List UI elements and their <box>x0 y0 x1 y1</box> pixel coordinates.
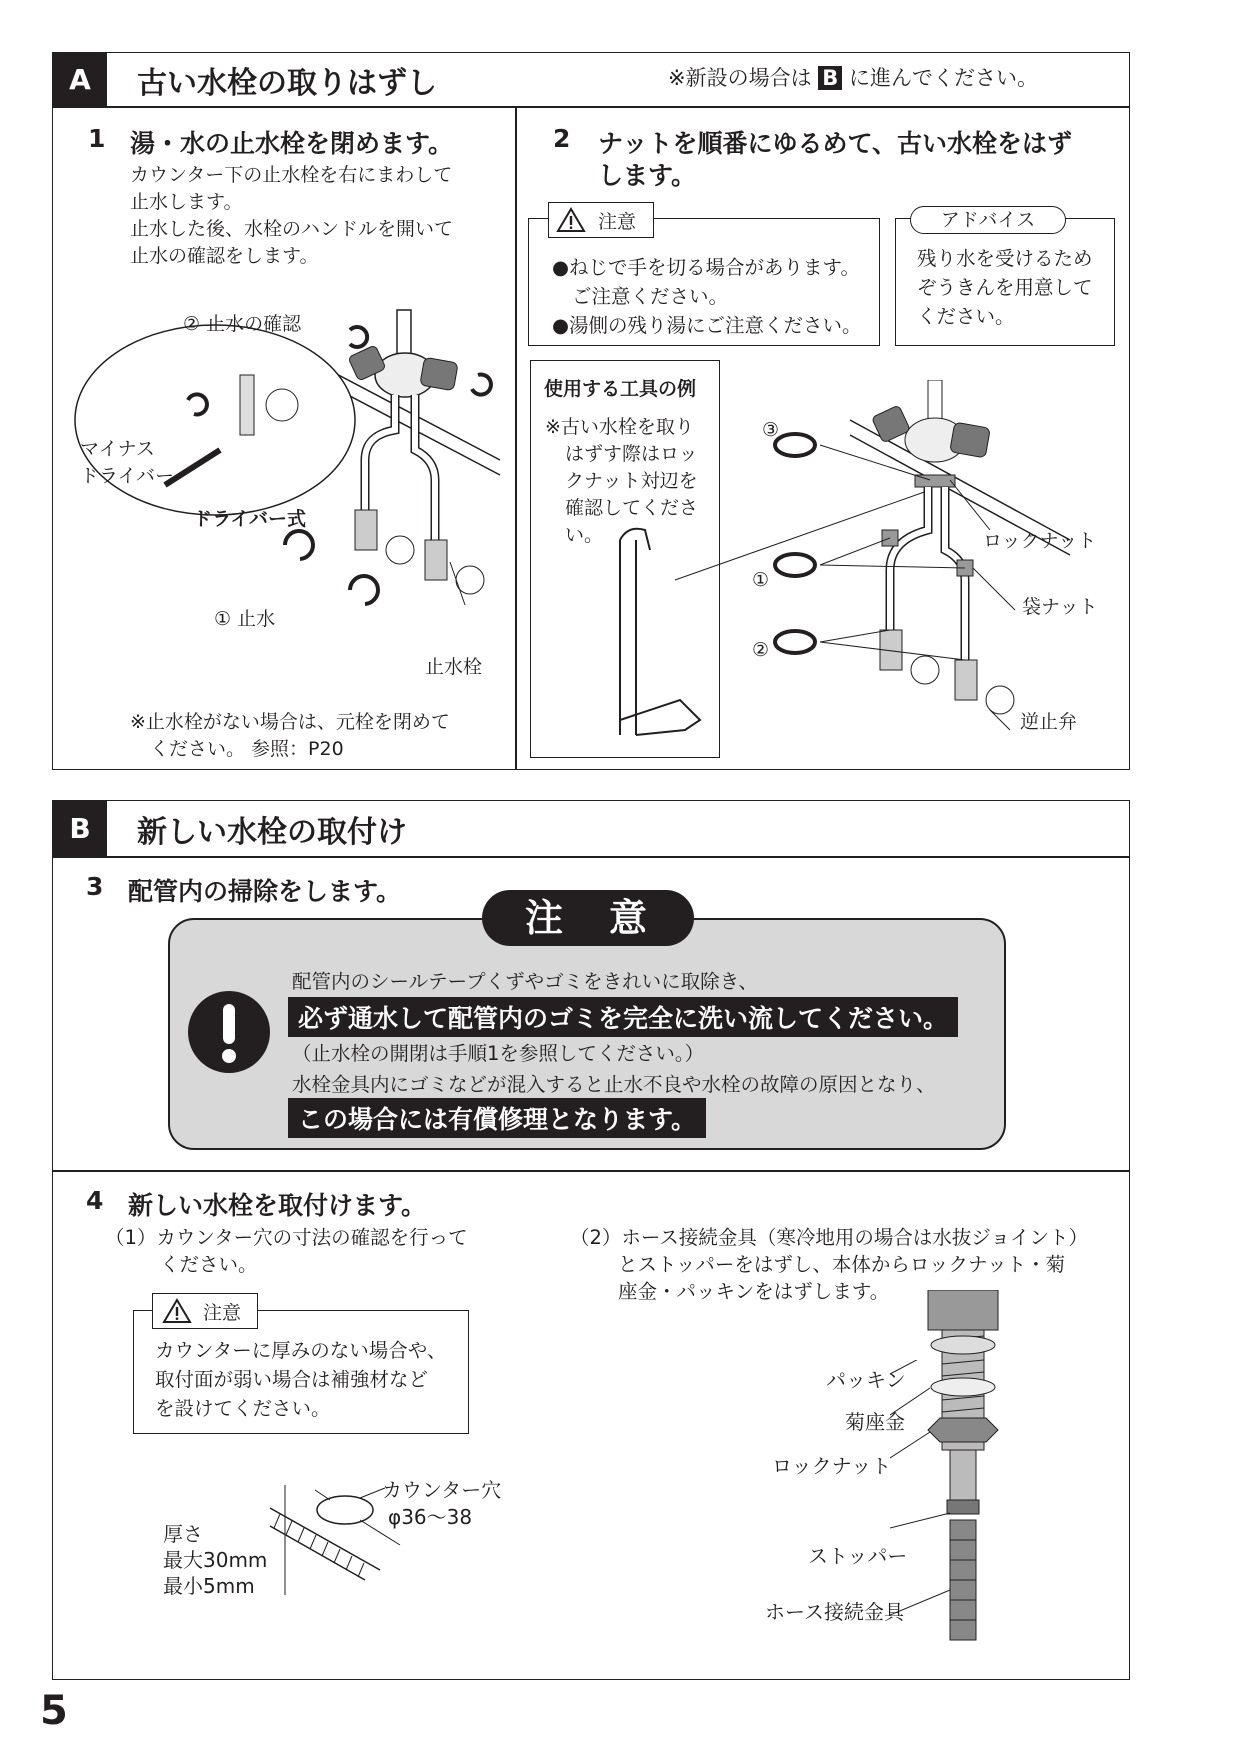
section-b-divider <box>52 1170 1130 1172</box>
caution-label: 注意 <box>598 211 637 233</box>
leader-line <box>820 538 890 565</box>
section-b-title: 新しい水栓の取付け <box>137 815 407 850</box>
label-thickness-max: 最大30mm <box>163 1548 268 1572</box>
advice-line: ください。 <box>917 305 1015 328</box>
rotate-arrow-icon <box>350 327 367 347</box>
faucet-handle-right <box>420 357 458 390</box>
part-leaders <box>890 1360 970 1630</box>
step4-number: 4 <box>86 1186 104 1215</box>
step3-caution-title: 注 意 <box>482 890 694 946</box>
step4-caution-line: を設けてください。 <box>155 1397 331 1420</box>
step3-line-3: （止水栓の開閉は手順1を参照してください。） <box>292 1042 705 1065</box>
step4-title: 新しい水栓を取付けます。 <box>128 1191 427 1220</box>
step4-sub2-c: 座金・パッキンをはずします。 <box>618 1280 890 1303</box>
step3-line-5: この場合には有償修理となります。 <box>288 1098 706 1138</box>
tool-line: 確認してくださ <box>565 497 699 519</box>
step4-caution-line: カウンターに厚みのない場合や、 <box>155 1339 447 1362</box>
section-a-note <box>668 64 1038 92</box>
label-step2-n2: ② <box>752 639 770 661</box>
rotate-arrow-icon <box>775 631 815 653</box>
step2-illustration <box>590 380 1110 760</box>
advice-line: 残り水を受けるため <box>917 247 1093 270</box>
label-thickness: 厚さ <box>163 1522 203 1546</box>
step2-number: 2 <box>553 124 571 153</box>
step1-line: 止水した後、水栓のハンドルを開いて <box>130 218 454 240</box>
label-lock-nut-b: ロックナット <box>772 1454 892 1478</box>
step1-line: カウンター下の止水栓を右にまわして <box>130 164 453 186</box>
step4-caution-text <box>155 1336 446 1423</box>
label-stop-water: ① 止水 <box>214 608 276 630</box>
label-step2-n3: ③ <box>762 419 780 441</box>
leader-line <box>950 480 990 530</box>
label-hose-fitting: ホース接続金具 <box>765 1600 904 1624</box>
tool-line: クナット対辺を <box>565 470 698 492</box>
valve-detail <box>240 375 254 435</box>
supply-pipe <box>890 487 928 630</box>
valve-flange <box>911 656 939 684</box>
leader-line <box>315 1490 330 1500</box>
faucet-base <box>928 1290 998 1330</box>
step3-line-1: 配管内のシールテープくずやゴミをきれいに取除き、 <box>292 970 758 993</box>
step4-sub1-b: ください。 <box>160 1253 258 1276</box>
step4-caution-label: 注意 <box>203 1302 242 1324</box>
rotate-arrow-icon <box>775 554 815 576</box>
page-number: 5 <box>40 1688 68 1734</box>
exclamation-icon <box>187 990 271 1074</box>
counter-hole <box>317 1496 373 1524</box>
step1-footnote-2: ください。 参照：P20 <box>150 738 344 760</box>
label-stop-confirm: ② 止水の確認 <box>183 313 302 335</box>
advice-line: ぞうきんを用意して <box>917 276 1093 299</box>
tool-line: ※古い水栓を取り <box>545 416 694 438</box>
stop-valve <box>955 660 977 700</box>
warning-triangle-icon <box>162 1298 192 1324</box>
rotate-arrow-icon <box>285 531 313 559</box>
valve-detail-flange <box>266 389 298 421</box>
step4-caution-line: 取付面が弱い場合は補強材など <box>155 1368 429 1391</box>
label-counter-hole: カウンター穴 <box>382 1478 502 1502</box>
step3-number: 3 <box>86 872 104 901</box>
warning-triangle-icon <box>556 207 586 233</box>
step1-title: 湯・水の止水栓を閉めます。 <box>130 129 454 158</box>
stop-valve <box>425 540 447 580</box>
step1-line: 止水します。 <box>130 191 243 213</box>
step3-line-4: 水栓金具内にゴミなどが混入すると止水不良や水栓の故障の原因となり、 <box>292 1073 936 1096</box>
step3-title: 配管内の掃除をします。 <box>128 877 402 906</box>
label-check-valve: 逆止弁 <box>1020 711 1078 733</box>
label-thickness-min: 最小5mm <box>163 1574 255 1598</box>
section-b-header-divider <box>52 856 1130 858</box>
step2-title-2: します。 <box>598 161 697 190</box>
caution-line: ●湯側の残り湯にご注意ください。 <box>552 314 862 337</box>
label-stop-valve: 止水栓 <box>425 656 483 678</box>
step1-illustration <box>60 300 510 690</box>
label-bag-nut: 袋ナット <box>1022 596 1098 618</box>
advice-text <box>917 244 1093 331</box>
step2-title-1: ナットを順番にゆるめて、古い水栓をはず <box>598 129 1073 158</box>
label-lock-nut: ロックナット <box>983 530 1097 552</box>
step3-line-2: 必ず通水して配管内のゴミを完全に洗い流してください。 <box>288 997 958 1037</box>
rotate-arrow-icon <box>350 576 378 604</box>
supply-pipe <box>415 395 435 540</box>
packing <box>931 1336 995 1354</box>
section-a-title: 古い水栓の取りはずし <box>137 66 437 101</box>
label-stopper: ストッパー <box>808 1544 908 1568</box>
faucet-handle-right <box>950 422 991 458</box>
section-a-note-prefix: ※新設の場合は <box>668 66 812 90</box>
caution-line: ●ねじで手を切る場合があります。 <box>552 256 860 279</box>
step1-line: 止水の確認をします。 <box>130 245 319 267</box>
tool-line: はずす際はロッ <box>565 443 698 465</box>
label-washer: 菊座金 <box>845 1410 905 1434</box>
rotate-arrow-icon <box>472 375 491 395</box>
faucet-handle-left <box>871 405 910 443</box>
tool-box-title: 使用する工具の例 <box>544 378 697 400</box>
rotate-arrow-icon <box>775 434 815 456</box>
section-a-column-divider <box>515 106 517 770</box>
label-step2-n1: ① <box>752 569 770 591</box>
section-b-badge: B <box>53 801 107 856</box>
step4-sub1-a: （1）カウンター穴の寸法の確認を行って <box>105 1226 468 1249</box>
advice-tag: アドバイス <box>910 206 1066 234</box>
label-driver-type: ドライバー式 <box>193 508 307 530</box>
tool-line: い。 <box>565 524 604 546</box>
faucet-spout <box>928 380 942 420</box>
caution-text <box>552 253 862 340</box>
caution-line: ご注意ください。 <box>572 285 729 308</box>
leader-line <box>973 568 1015 610</box>
step1-text <box>130 162 453 270</box>
section-a-note-suffix: に進んでください。 <box>849 66 1038 90</box>
step4-sub2-b: とストッパーをはずし、本体からロックナット・菊 <box>618 1253 1066 1276</box>
label-packing: パッキン <box>826 1368 906 1392</box>
step1-footnote-1: ※止水栓がない場合は、元栓を閉めて <box>130 711 450 733</box>
wrench-icon <box>620 529 650 735</box>
label-minus-driver-1: マイナス <box>80 438 155 460</box>
stop-valve <box>355 510 377 550</box>
wrench-icon <box>620 700 700 735</box>
label-hole-dimension: φ36～38 <box>388 1505 473 1529</box>
section-a-badge: A <box>53 53 107 106</box>
section-a-header-divider <box>52 106 1130 108</box>
section-a-note-badge: B <box>818 66 842 90</box>
step4-sub2-a: （2）ホース接続金具（寒冷地用の場合は水抜ジョイント） <box>570 1226 1089 1249</box>
step1-number: 1 <box>88 124 106 153</box>
valve-flange <box>386 536 414 564</box>
label-minus-driver-2: ドライバー <box>80 465 175 487</box>
